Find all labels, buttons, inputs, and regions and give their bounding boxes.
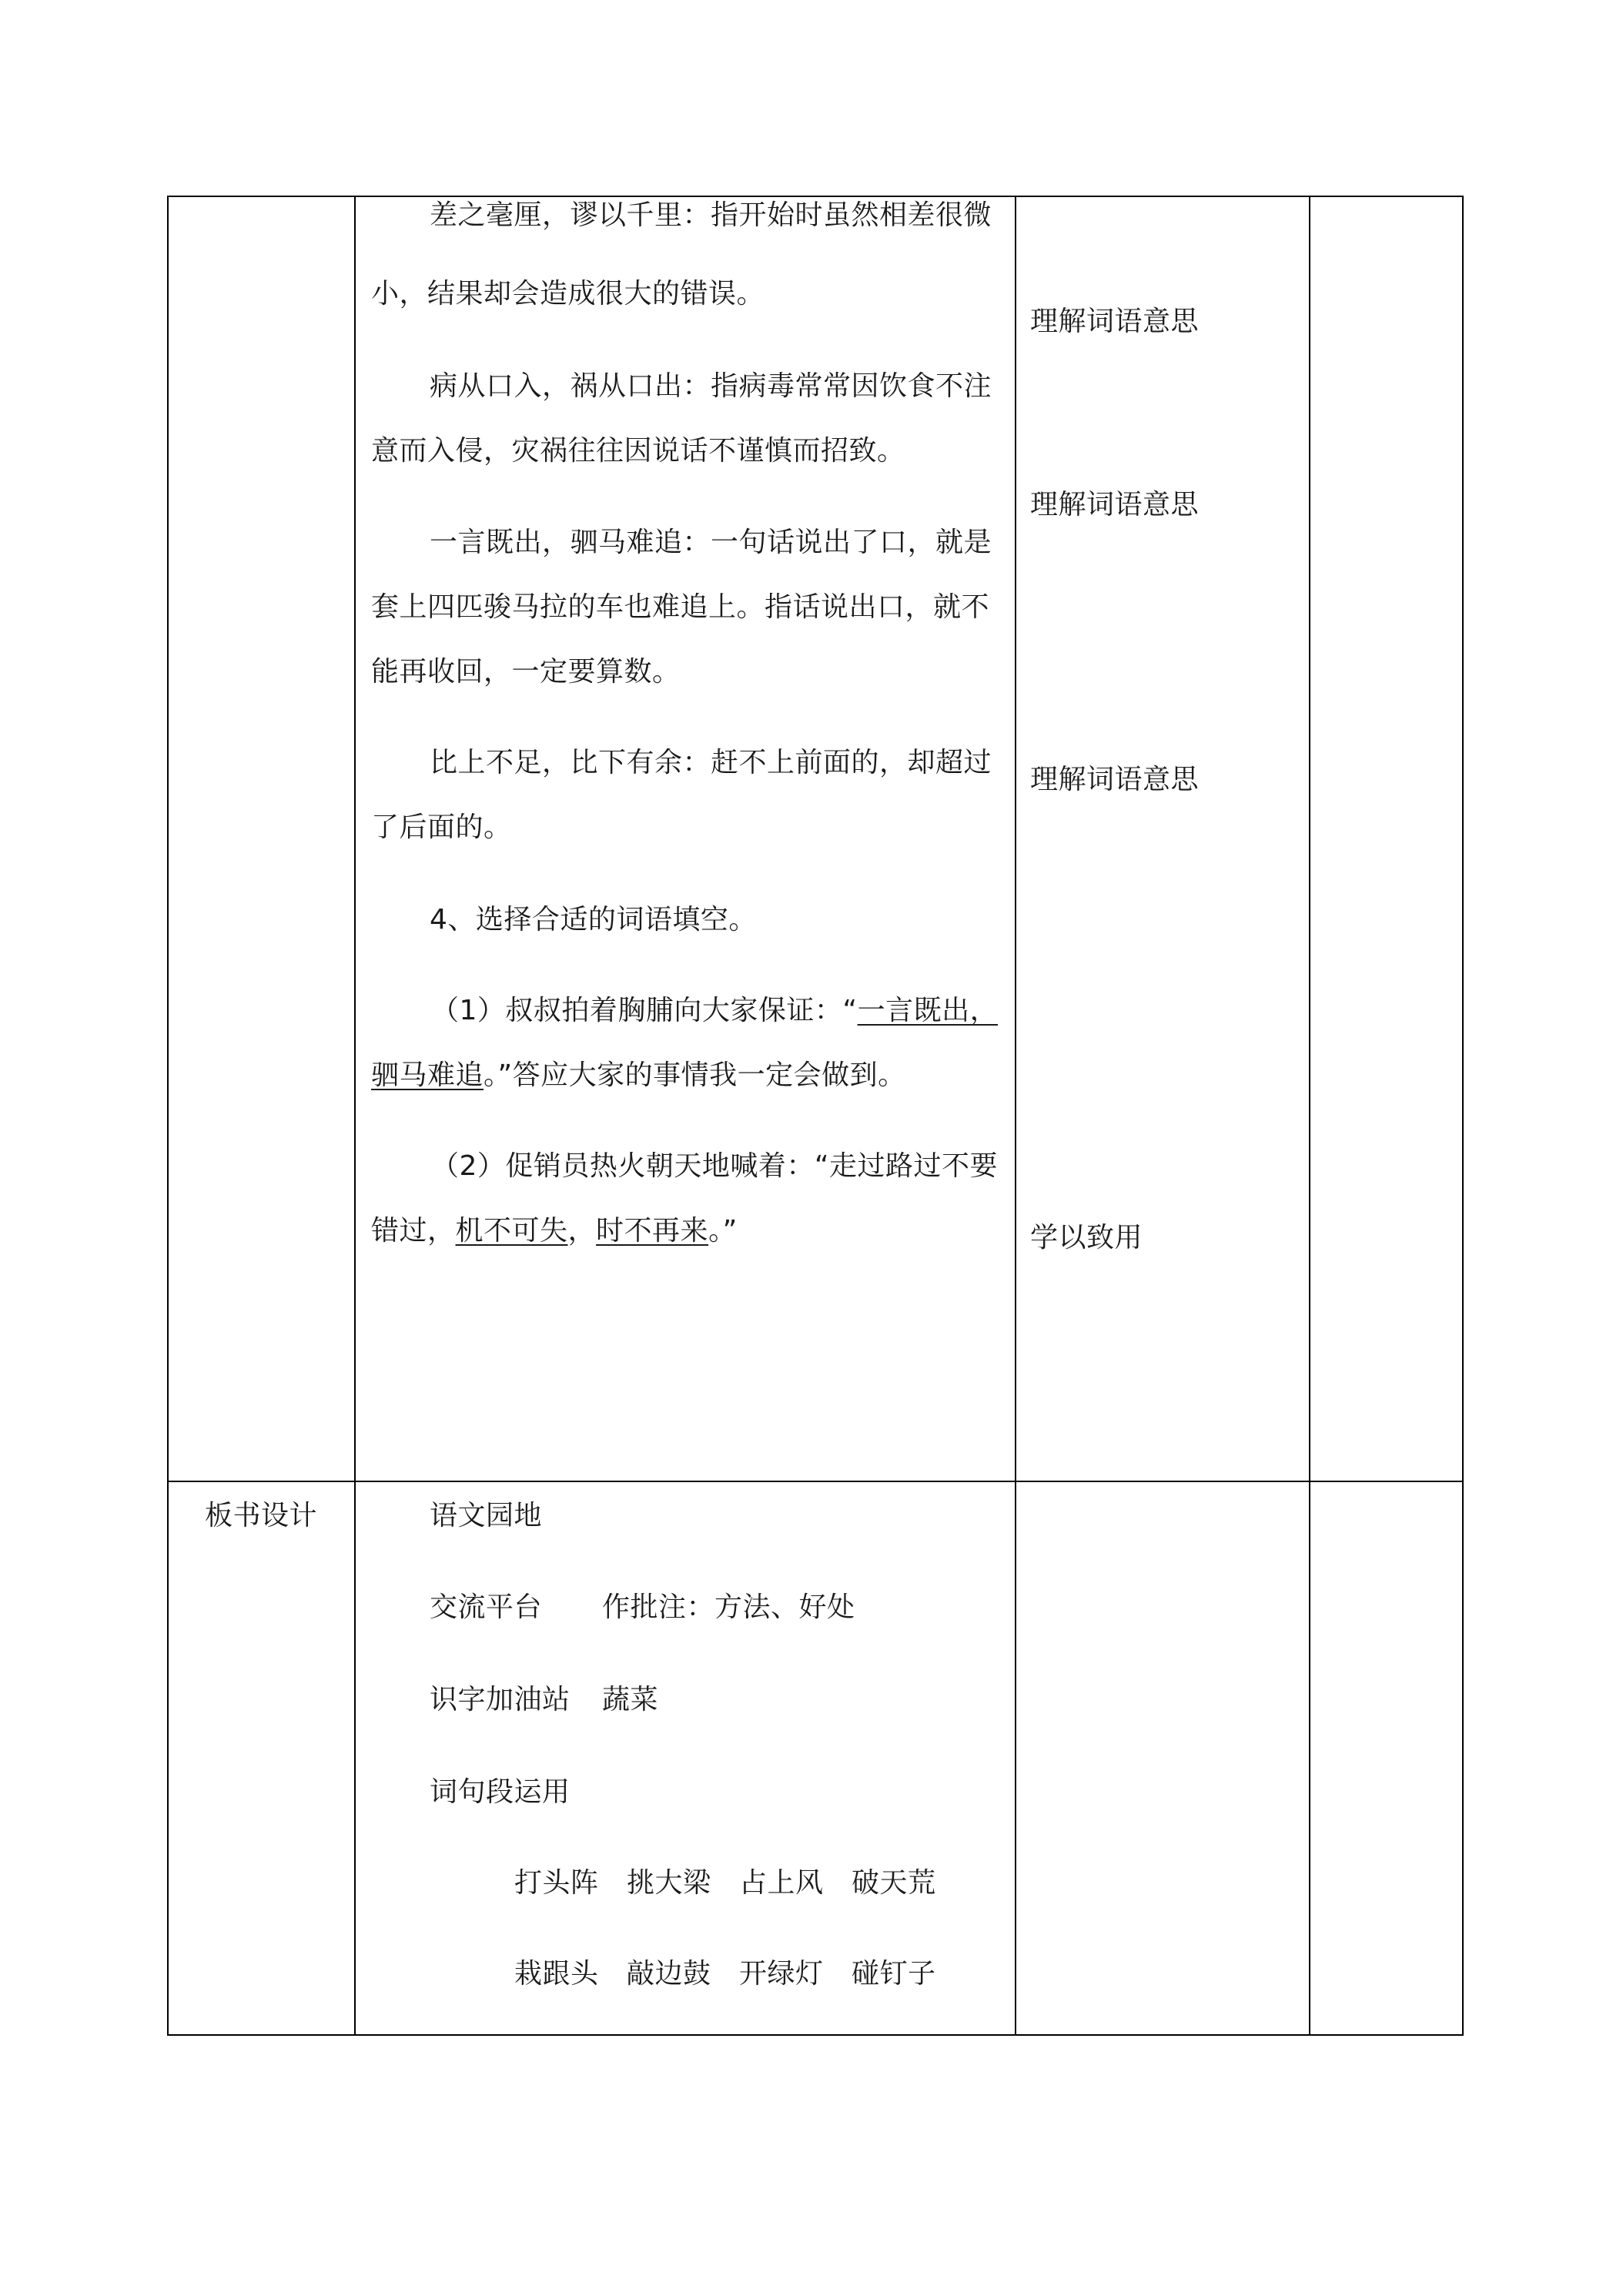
table-border-bottom xyxy=(167,2034,1464,2036)
exercise-item-1-continued xyxy=(371,1059,906,1093)
content-text: 能再收回，一定要算数。 xyxy=(371,656,681,688)
board-line: 蔬菜 xyxy=(602,1684,659,1715)
answer-blank: 一言既出， xyxy=(857,995,999,1026)
exercise-text: 。” xyxy=(708,1215,738,1247)
board-line: 识字加油站 xyxy=(430,1684,571,1715)
table-border-right xyxy=(1462,196,1464,2036)
table-column-divider xyxy=(1309,196,1310,2036)
table-row-divider xyxy=(167,1481,1464,1482)
board-line: 交流平台 xyxy=(430,1591,543,1623)
content-text: 差之毫厘，谬以千里：指开始时虽然相差很微 xyxy=(430,199,992,231)
exercise-text: ， xyxy=(567,1215,597,1247)
board-line: 作批注：方法、好处 xyxy=(602,1591,855,1623)
content-text: 病从口入，祸从口出：指病毒常常因饮食不注 xyxy=(430,370,992,402)
exercise-text: 错过， xyxy=(371,1215,456,1247)
answer-blank: 驷马难追 xyxy=(371,1059,484,1091)
answer-blank: 机不可失 xyxy=(455,1215,568,1247)
exercise-item-2: （2）促销员热火朝天地喊着：“走过路过不要 xyxy=(431,1150,999,1182)
exercise-item-2-continued xyxy=(371,1214,738,1248)
content-text: 套上四匹骏马拉的车也难追上。指话说出口，就不 xyxy=(371,591,990,623)
design-intent-note: 理解词语意思 xyxy=(1030,306,1200,337)
row-label: 板书设计 xyxy=(205,1500,318,1531)
content-text: 一言既出，驷马难追：一句话说出了口，就是 xyxy=(430,527,992,558)
design-intent-note: 理解词语意思 xyxy=(1030,489,1200,520)
board-line: 打头阵 挑大梁 占上风 破天荒 xyxy=(514,1867,936,1899)
table-border-top xyxy=(167,196,1464,197)
design-intent-note: 理解词语意思 xyxy=(1030,764,1200,795)
content-text: 小，结果却会造成很大的错误。 xyxy=(371,278,765,310)
exercise-item-1 xyxy=(431,994,998,1028)
content-text: 了后面的。 xyxy=(371,812,512,843)
exercise-text: 。”答应大家的事情我一定会做到。 xyxy=(484,1059,906,1091)
exercise-heading: 4、选择合适的词语填空。 xyxy=(430,904,757,935)
board-line: 栽跟头 敲边鼓 开绿灯 碰钉子 xyxy=(514,1958,936,1990)
table-border-left xyxy=(167,196,169,2036)
exercise-text: （1）叔叔拍着胸脯向大家保证：“ xyxy=(431,995,858,1026)
table-column-divider xyxy=(1015,196,1016,2036)
content-text: 比上不足，比下有余：赶不上前面的，却超过 xyxy=(430,747,992,778)
design-intent-note: 学以致用 xyxy=(1030,1222,1143,1253)
answer-blank: 时不再来 xyxy=(596,1215,709,1247)
board-line: 词句段运用 xyxy=(430,1776,571,1808)
table-column-divider xyxy=(354,196,356,2036)
board-line: 语文园地 xyxy=(430,1500,543,1531)
content-text: 意而入侵，灾祸往往因说话不谨慎而招致。 xyxy=(371,435,905,467)
